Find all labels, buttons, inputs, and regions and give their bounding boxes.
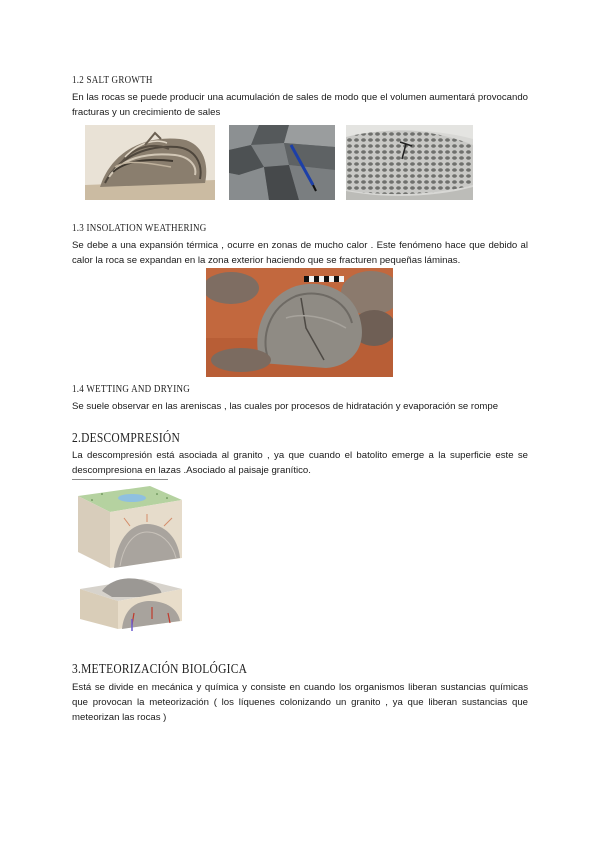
honeycomb-weathered-rock-surface-photo (346, 125, 473, 200)
paragraph-meteorizacion-biologica: Está se divide en mecánica y química y consiste en cuando los organismos liberan sustancias químicas que provocan la meteorización ( los líquenes colonizando un granito , ya que liberan sustancias que meteorizan las rocas ) (72, 682, 528, 723)
paragraph-descompresion: La descompresión está asociada al granito , ya que cuando el batolito emerge a la superficie este se descompresiona en lazas .Asociado al paisaje granítico. (72, 450, 528, 476)
paragraph-insolation-weathering: Se debe a una expansión térmica , ocurre en zonas de mucho calor . Este fenómeno hace que debido al calor la roca se expandan en la zona exterior haciendo que se fracturen pequeñas láminas. (72, 240, 528, 266)
underline-rule (72, 479, 168, 480)
desert-boulder-with-scale-bar-photo (206, 268, 393, 377)
layered-salt-weathered-rock-photo (85, 125, 215, 200)
heading-wetting-drying: 1.4 WETTING AND DRYING (72, 383, 190, 395)
heading-insolation-weathering: 1.3 INSOLATION WEATHERING (72, 222, 207, 234)
heading-meteorizacion-biologica: 3.METEORIZACIÓN BIOLÓGICA (72, 662, 248, 677)
exhumed-batholith-block-diagram (72, 573, 184, 633)
paragraph-salt-growth: En las rocas se puede producir una acumulación de sales de modo que el volumen aumentará provocando fracturas y un crecimiento de sales (72, 92, 528, 118)
batholith-block-diagram (72, 482, 184, 570)
fractured-rock-with-pen-photo (229, 125, 335, 200)
heading-descompresion: 2.DESCOMPRESIÓN (72, 431, 180, 446)
paragraph-wetting-drying: Se suele observar en las areniscas , las cuales por procesos de hidratación y evaporación se rompe (72, 401, 499, 412)
heading-salt-growth: 1.2 SALT GROWTH (72, 74, 153, 86)
